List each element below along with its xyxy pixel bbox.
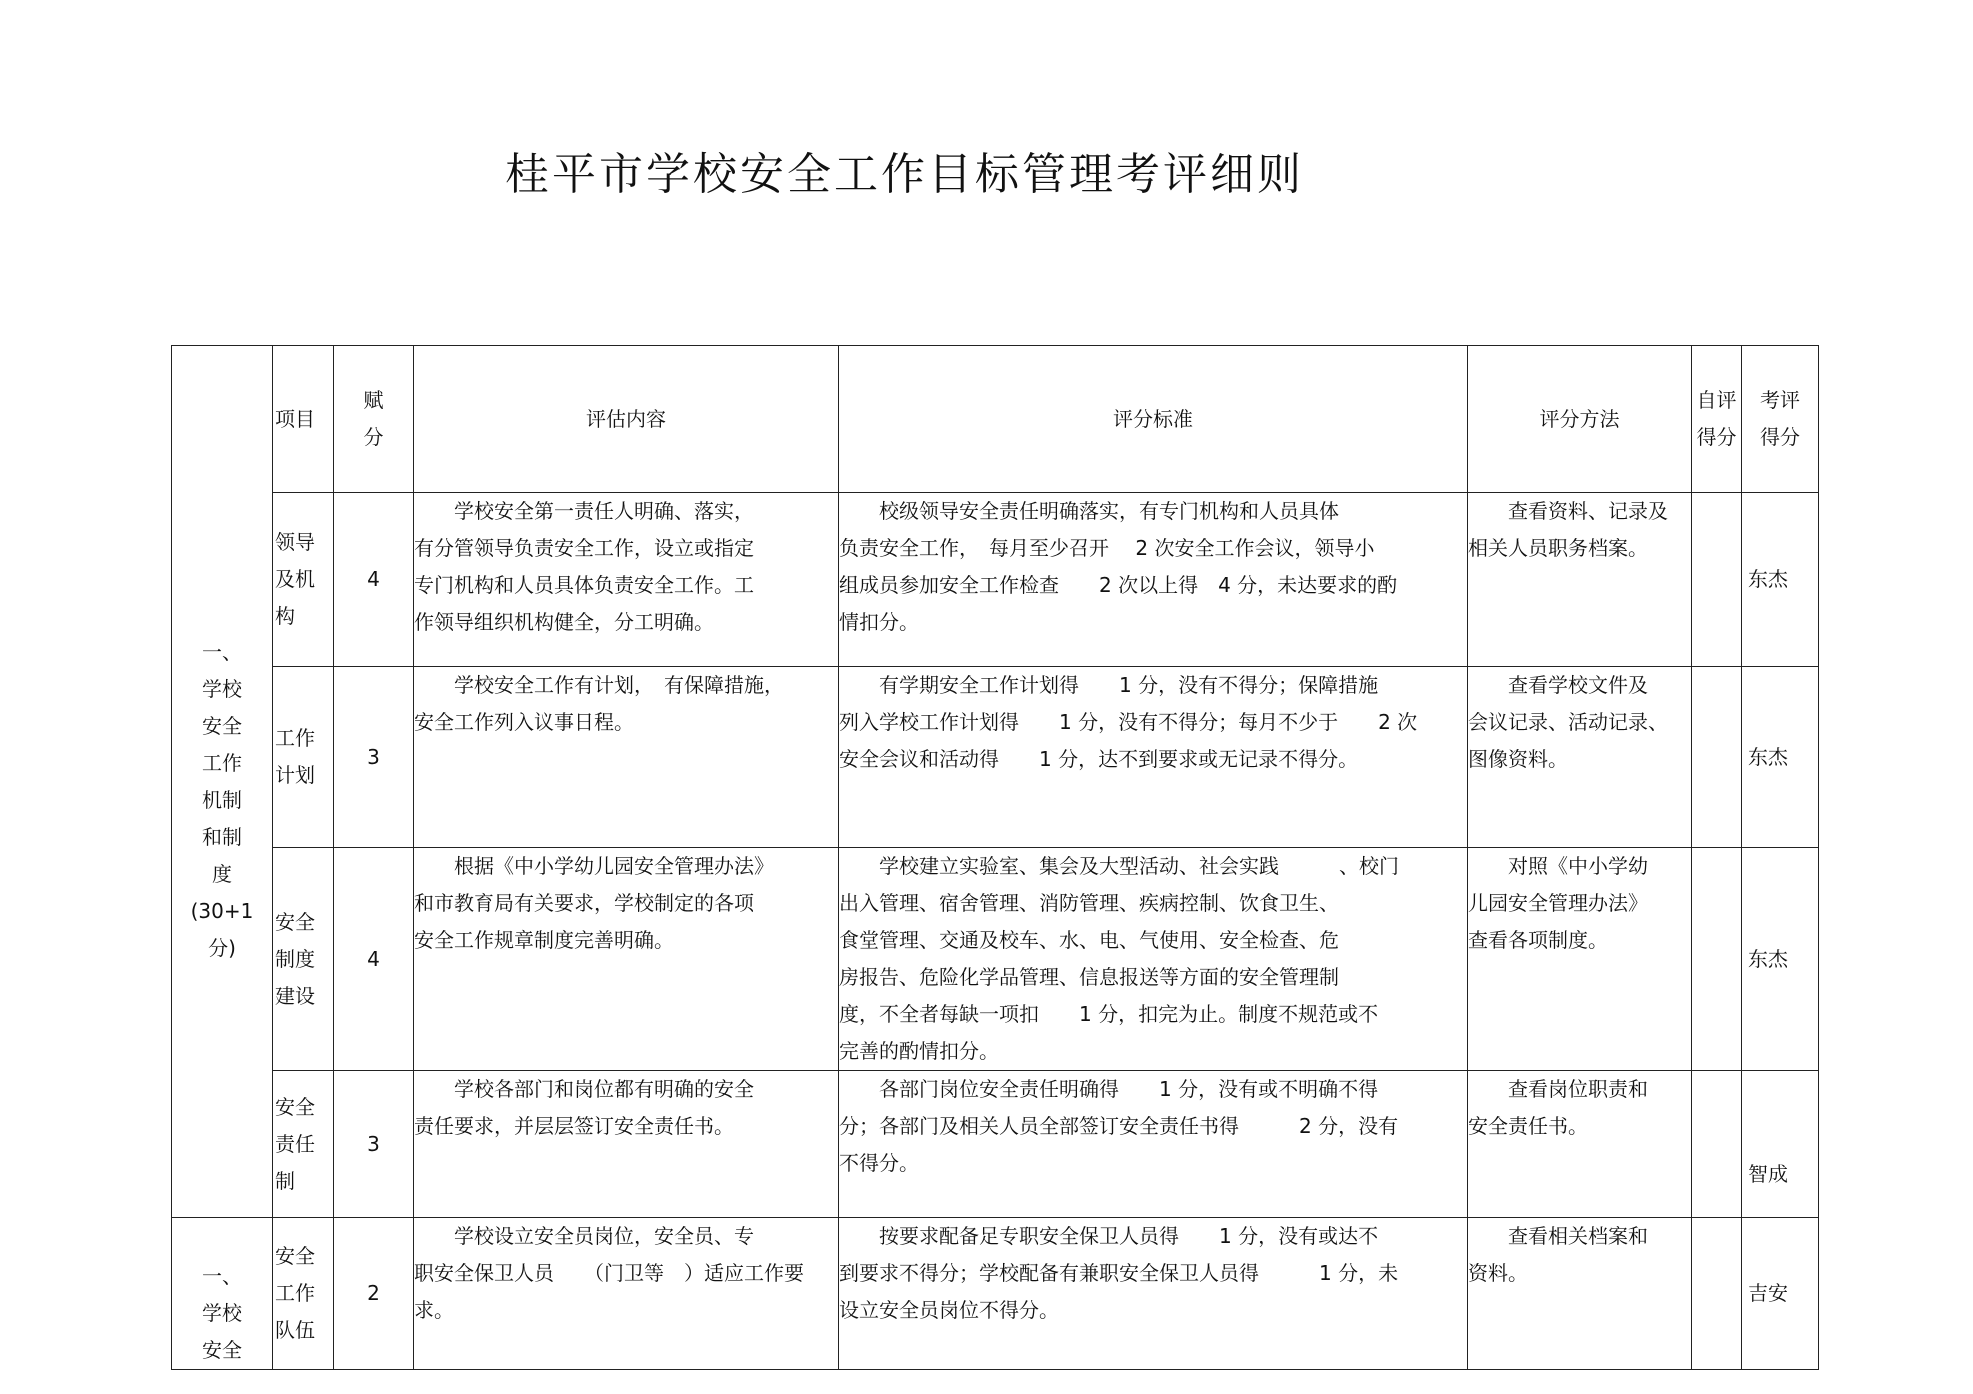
row-standard: 有学期安全工作计划得 1 分，没有不得分；保障措施 列入学校工作计划得 1 分，没有不得分；每月不少于 2 次 安全会议和活动得 1 分，达不到要求或无记录不得分。	[839, 667, 1468, 848]
category-label: 一、 学校 安全	[202, 1264, 242, 1362]
row-points: 3	[334, 667, 414, 848]
row-points: 4	[334, 848, 414, 1071]
row-self-score	[1692, 1218, 1742, 1370]
row-self-score	[1692, 1071, 1742, 1218]
row-item: 安全 责任 制	[273, 1071, 334, 1218]
table-header-row	[172, 346, 1819, 493]
category-cell	[172, 1218, 273, 1370]
header-method: 评分方法	[1468, 346, 1692, 493]
row-method: 查看学校文件及 会议记录、活动记录、 图像资料。	[1468, 667, 1692, 848]
row-self-score	[1692, 493, 1742, 667]
row-standard: 学校建立实验室、集会及大型活动、社会实践 、校门 出入管理、宿舍管理、消防管理、疾病控制、饮食卫生、 食堂管理、交通及校车、水、电、气使用、安全检查、危 房报告、危险化学品管理、信息报送等方面的安全管理制 度，不全者每缺一项扣 1 分，扣完为止。制度不规范或不 完善的酌情扣分。	[839, 848, 1468, 1071]
table-row	[172, 1071, 1819, 1218]
category-cell	[172, 346, 273, 1218]
document-title: 桂平市学校安全工作目标管理考评细则	[505, 149, 1304, 200]
header-item: 项目	[273, 346, 334, 493]
header-self-score: 自评 得分	[1692, 346, 1742, 493]
row-self-score	[1692, 848, 1742, 1071]
header-points: 赋 分	[334, 346, 414, 493]
row-reviewer: 东杰	[1742, 848, 1819, 1071]
row-reviewer: 东杰	[1742, 493, 1819, 667]
row-item: 领导 及机 构	[273, 493, 334, 667]
row-item: 安全 制度 建设	[273, 848, 334, 1071]
table-row	[172, 848, 1819, 1071]
category-label: 一、 学校 安全 工作 机制 和制 度 (30+1 分)	[190, 639, 254, 960]
row-reviewer: 智成	[1742, 1071, 1819, 1218]
row-points: 4	[334, 493, 414, 667]
row-content: 学校设立安全员岗位，安全员、专 职安全保卫人员 （门卫等 ）适应工作要 求。	[414, 1218, 839, 1370]
row-item: 安全 工作 队伍	[273, 1218, 334, 1370]
row-standard: 各部门岗位安全责任明确得 1 分，没有或不明确不得 分；各部门及相关人员全部签订安全责任书得 2 分，没有 不得分。	[839, 1071, 1468, 1218]
row-content: 学校安全第一责任人明确、落实， 有分管领导负责安全工作，设立或指定 专门机构和人员具体负责安全工作。工 作领导组织机构健全，分工明确。	[414, 493, 839, 667]
header-review-score: 考评 得分	[1742, 346, 1819, 493]
evaluation-table	[171, 345, 1819, 1370]
row-content: 根据《中小学幼儿园安全管理办法》 和市教育局有关要求，学校制定的各项 安全工作规章制度完善明确。	[414, 848, 839, 1071]
row-points: 2	[334, 1218, 414, 1370]
row-item: 工作 计划	[273, 667, 334, 848]
row-standard: 按要求配备足专职安全保卫人员得 1 分，没有或达不 到要求不得分；学校配备有兼职安全保卫人员得 1 分，未 设立安全员岗位不得分。	[839, 1218, 1468, 1370]
row-method: 查看资料、记录及 相关人员职务档案。	[1468, 493, 1692, 667]
table-row	[172, 667, 1819, 848]
row-self-score	[1692, 667, 1742, 848]
row-method: 对照《中小学幼 儿园安全管理办法》 查看各项制度。	[1468, 848, 1692, 1071]
row-content: 学校各部门和岗位都有明确的安全 责任要求，并层层签订安全责任书。	[414, 1071, 839, 1218]
table-row	[172, 493, 1819, 667]
row-standard: 校级领导安全责任明确落实，有专门机构和人员具体 负责安全工作， 每月至少召开 2 次安全工作会议，领导小 组成员参加安全工作检查 2 次以上得 4 分，未达要求的酌 情扣分。	[839, 493, 1468, 667]
row-points: 3	[334, 1071, 414, 1218]
row-method: 查看岗位职责和 安全责任书。	[1468, 1071, 1692, 1218]
header-standard: 评分标准	[839, 346, 1468, 493]
table-row	[172, 1218, 1819, 1370]
row-content: 学校安全工作有计划， 有保障措施， 安全工作列入议事日程。	[414, 667, 839, 848]
row-method: 查看相关档案和 资料。	[1468, 1218, 1692, 1370]
row-reviewer: 东杰	[1742, 667, 1819, 848]
row-reviewer: 吉安	[1742, 1218, 1819, 1370]
header-content: 评估内容	[414, 346, 839, 493]
